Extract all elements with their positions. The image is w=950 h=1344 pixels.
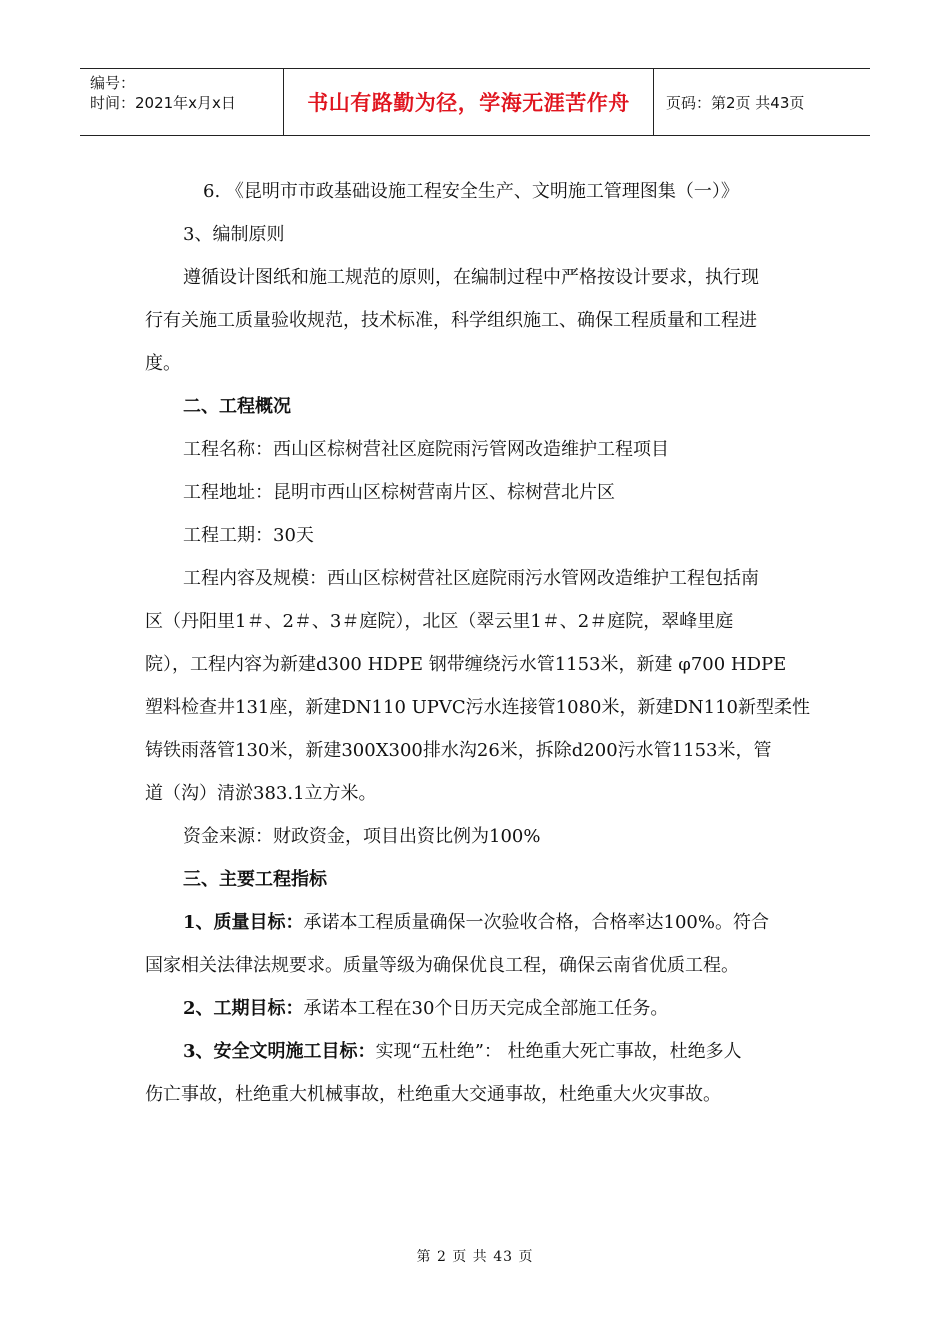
section-heading-overview: 二、工程概况 [183, 396, 291, 417]
schedule-label: 2、工期目标： [183, 998, 304, 1019]
safety-label: 3、安全文明施工目标： [183, 1041, 376, 1062]
paragraph-line: 工程内容及规模：西山区棕树营社区庭院雨污水管网改造维护工程包括南 [183, 568, 759, 589]
header-motto: 书山有路勤为径，学海无涯苦作舟 [283, 69, 654, 135]
schedule-text: 承诺本工程在30个日历天完成全部施工任务。 [303, 998, 669, 1019]
time-label: 时间：2021年x月x日 [90, 94, 236, 112]
paragraph-line: 行有关施工质量验收规范，技术标准，科学组织施工、确保工程质量和工程进 [145, 310, 757, 331]
paragraph-line: 国家相关法律法规要求。质量等级为确保优良工程，确保云南省优质工程。 [145, 955, 739, 976]
paragraph-line: 伤亡事故，杜绝重大机械事故，杜绝重大交通事故，杜绝重大火灾事故。 [145, 1084, 721, 1105]
safety-text: 实现“五杜绝”： 杜绝重大死亡事故，杜绝多人 [375, 1041, 742, 1062]
paragraph-line: 塑料检查井131座，新建DN110 UPVC污水连接管1080米，新建DN110新型柔性 [145, 697, 811, 718]
paragraph-line: 度。 [145, 353, 181, 374]
safety-target [145, 1030, 810, 1073]
page-header [80, 68, 870, 136]
project-duration: 工程工期：30天 [183, 525, 314, 546]
document-body [145, 170, 810, 1116]
quality-label: 1、质量目标： [183, 912, 304, 933]
section-heading-indicators: 三、主要工程指标 [183, 869, 327, 890]
quality-target [145, 901, 810, 944]
number-label: 编号： [90, 74, 136, 92]
header-page-info: 页码：第2页 共43页 [666, 93, 805, 112]
paragraph-line: 院），工程内容为新建d300 HDPE 钢带缠绕污水管1153米，新建 φ700 HDPE [145, 654, 787, 675]
header-meta [80, 69, 283, 135]
paragraph-line: 遵循设计图纸和施工规范的原则，在编制过程中严格按设计要求，执行现 [183, 267, 759, 288]
paragraph-line: 区（丹阳里1＃、2＃、3＃庭院），北区（翠云里1＃、2＃庭院，翠峰里庭 [145, 611, 734, 632]
paragraph-line: 铸铁雨落管130米，新建300X300排水沟26米，拆除d200污水管1153米，管 [145, 740, 772, 761]
project-name: 工程名称：西山区棕树营社区庭院雨污管网改造维护工程项目 [183, 439, 669, 460]
reference-item-6: 6. 《昆明市市政基础设施工程安全生产、文明施工管理图集（一）》 [203, 181, 739, 202]
quality-text: 承诺本工程质量确保一次验收合格，合格率达100%。符合 [303, 912, 769, 933]
schedule-target [145, 987, 810, 1030]
funding-source: 资金来源：财政资金，项目出资比例为100% [183, 826, 541, 847]
paragraph-line: 道（沟）清淤383.1立方米。 [145, 783, 377, 804]
subheading-principles: 3、编制原则 [183, 224, 285, 245]
page-footer: 第 2 页 共 43 页 [416, 1249, 534, 1265]
project-address: 工程地址：昆明市西山区棕树营南片区、棕树营北片区 [183, 482, 615, 503]
